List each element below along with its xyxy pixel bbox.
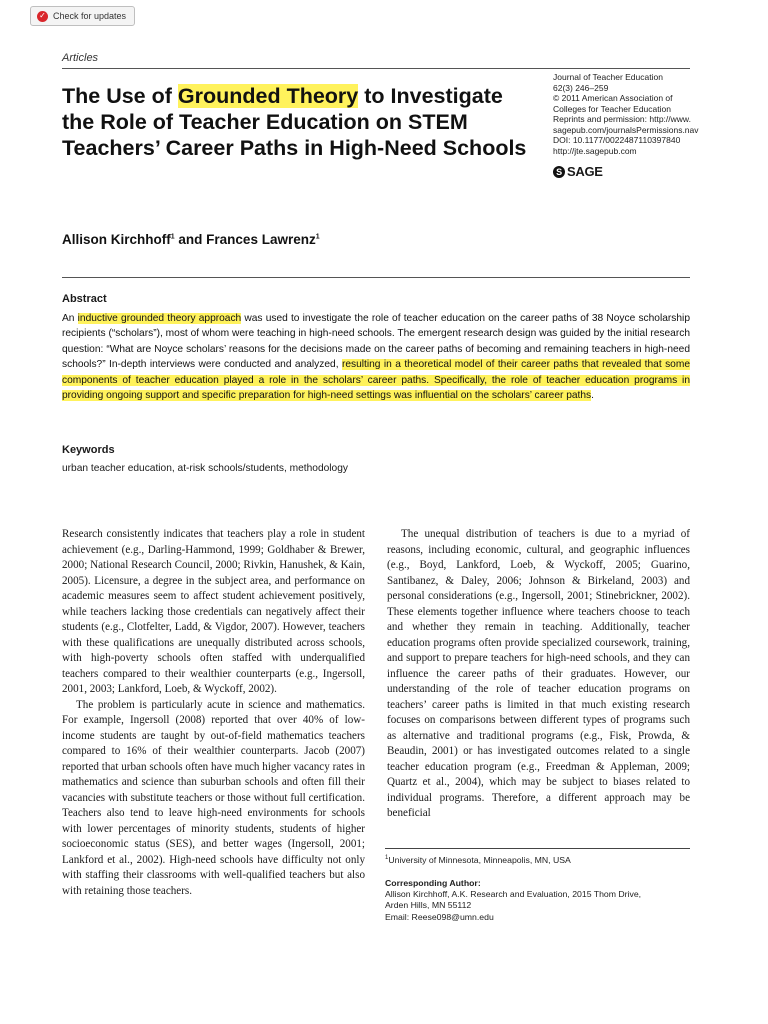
title-highlight: Grounded Theory bbox=[177, 84, 359, 108]
sage-logo-icon: S bbox=[553, 166, 565, 178]
abstract-heading: Abstract bbox=[62, 293, 107, 305]
affiliation-mark: 1 bbox=[385, 855, 389, 862]
journal-line: © 2011 American Association of bbox=[553, 93, 673, 103]
affiliation-footnote bbox=[385, 855, 571, 865]
journal-line: http://jte.sagepub.com bbox=[553, 145, 637, 156]
body-paragraph: The problem is particularly acute in science and mathematics. For example, Ingersoll (2008) reported that over 40% of low-income students are taught by out-of-field mathematics teachers compared to 16% of their wealthier counterparts. Jacob (2007) reported that urban schools often have much higher vacancy rates in mathematics and science than suburban schools and often fill their vacancies with substitute teachers or those without full certification. Teachers also tend to leave high-need environments for schools with lower percentages of minority students, students of higher socioeconomic status (SES), and better wages (Ingersoll, 2001; Lankford et al., 2002). High-need schools have difficulty not only with staffing their classrooms with well-qualified teachers but also with retaining those teachers. bbox=[62, 698, 365, 897]
abstract-body bbox=[62, 311, 690, 403]
affiliation-text: University of Minnesota, Minneapolis, MN, USA bbox=[388, 855, 571, 865]
journal-line: Colleges for Teacher Education bbox=[553, 103, 671, 114]
author-affiliation-mark: 1 bbox=[170, 233, 175, 241]
sage-logo bbox=[553, 164, 603, 179]
author-conjunction: and bbox=[174, 232, 207, 247]
authors-divider bbox=[62, 277, 690, 278]
journal-info bbox=[553, 72, 713, 156]
corresponding-author bbox=[385, 878, 690, 923]
title-part1: The Use of bbox=[62, 84, 178, 108]
author-name: Allison Kirchhoff bbox=[62, 232, 171, 247]
author-name: Frances Lawrenz bbox=[206, 232, 316, 247]
journal-line: Reprints and permission: http://www. bbox=[553, 114, 691, 124]
title-part2: to Investigate the Role of Teacher Education on STEM Teachers’ Career Paths in High-Need Schools bbox=[62, 84, 527, 160]
abstract-text: . bbox=[591, 390, 594, 402]
body-paragraph: Research consistently indicates that teachers play a role in student achievement (e.g., Darling-Hammond, 1999; Goldhaber & Brewer, 2000; National Research Council, 2000; Rivkin, Hanushek, & Kain, 2005). Licensure, a degree in the subject area, and performance on academic measures seem to affect student achievement positively, while teachers lacking those credentials can negatively affect their students (e.g., Clotfelter, Ladd, & Vigdor, 2007). However, teachers with these qualifications are unequally distributed across schools, with high-poverty schools often staffed with underqualified teachers compared to their wealthier counterparts (e.g., Ingersoll, 2001, 2003; Lankford, Loeb, & Wyckoff, 2002). bbox=[62, 528, 365, 695]
journal-line: 62(3) 246–259 bbox=[553, 82, 609, 93]
footnote-divider bbox=[385, 848, 690, 849]
abstract-text: was used to investigate the role of teacher education on the career paths of 38 Noyce scholarship recipients (“scholars”), most of whom were teaching in high-need schools. The emergent research design was guided by the initial research question: “What are Noyce scholars’ reasons for the decisions made on the career paths of becoming and remaining teachers in high-need schools?” In-depth interviews were conducted and analyzed, bbox=[62, 313, 690, 371]
author-list bbox=[62, 232, 320, 247]
abstract-text: An bbox=[62, 313, 78, 324]
journal-line: DOI: 10.1177/0022487110397840 bbox=[553, 135, 681, 145]
article-title bbox=[62, 83, 532, 161]
section-label: Articles bbox=[62, 52, 99, 64]
keywords-list: urban teacher education, at-risk schools/students, methodology bbox=[62, 463, 348, 474]
check-for-updates-icon: ✓ bbox=[37, 11, 48, 22]
journal-line: sagepub.com/journalsPermissions.nav bbox=[553, 124, 699, 135]
header-divider bbox=[62, 68, 690, 69]
abstract-highlight: inductive grounded theory approach bbox=[77, 313, 242, 324]
journal-line: Journal of Teacher Education bbox=[553, 72, 663, 82]
keywords-heading: Keywords bbox=[62, 444, 115, 456]
sage-logo-text: SAGE bbox=[567, 164, 603, 179]
corresponding-author-label: Corresponding Author: bbox=[385, 878, 481, 888]
corresponding-author-email: Email: Reese098@umn.edu bbox=[385, 911, 494, 922]
check-for-updates-button[interactable] bbox=[30, 6, 135, 26]
abstract-highlight: resulting in a theoretical model of their career paths that revealed that some components of teacher education played a role in the scholars’ career paths. Specifically, the role of teacher education programs in providing ongoing support and specific preparation for high-need settings was influential on the scholars’ career paths bbox=[62, 359, 690, 402]
body-column-right bbox=[387, 527, 690, 822]
corresponding-author-line: Allison Kirchhoff, A.K. Research and Evaluation, 2015 Thom Drive, bbox=[385, 889, 642, 900]
author-affiliation-mark: 1 bbox=[315, 233, 320, 241]
corresponding-author-line: Arden Hills, MN 55112 bbox=[385, 900, 472, 911]
body-column-left bbox=[62, 527, 365, 899]
body-paragraph: The unequal distribution of teachers is due to a myriad of reasons, including economic, cultural, and geographic influences (e.g., Boyd, Lankford, Loeb, & Wyckoff, 2005; Guarino, Santibanez, & Daley, 2006; Johnson & Birkeland, 2003) and personal considerations (e.g., Ingersoll, 2001; Stinebrickner, 2002). These elements together influence where teachers choose to teach and whether they remain in teaching. Additionally, teacher education programs often provide specialized coursework, training, and support to prepare teachers for high-need schools, and they can influence the career paths of their graduates. However, our understanding of the role of teacher education programs on teachers’ career paths is limited in that much existing research focuses on comparisons between different types of programs such as alternative and traditional programs (e.g., Fisk, Prowda, & Beaudin, 2001) or has investigated outcomes related to a single teacher education program (e.g., Freedman & Appleman, 2009; Quartz et al., 2004), which may be subject to biases related to individual programs. Therefore, a different approach may be beneficial bbox=[387, 528, 690, 819]
check-for-updates-label: Check for updates bbox=[53, 11, 127, 21]
